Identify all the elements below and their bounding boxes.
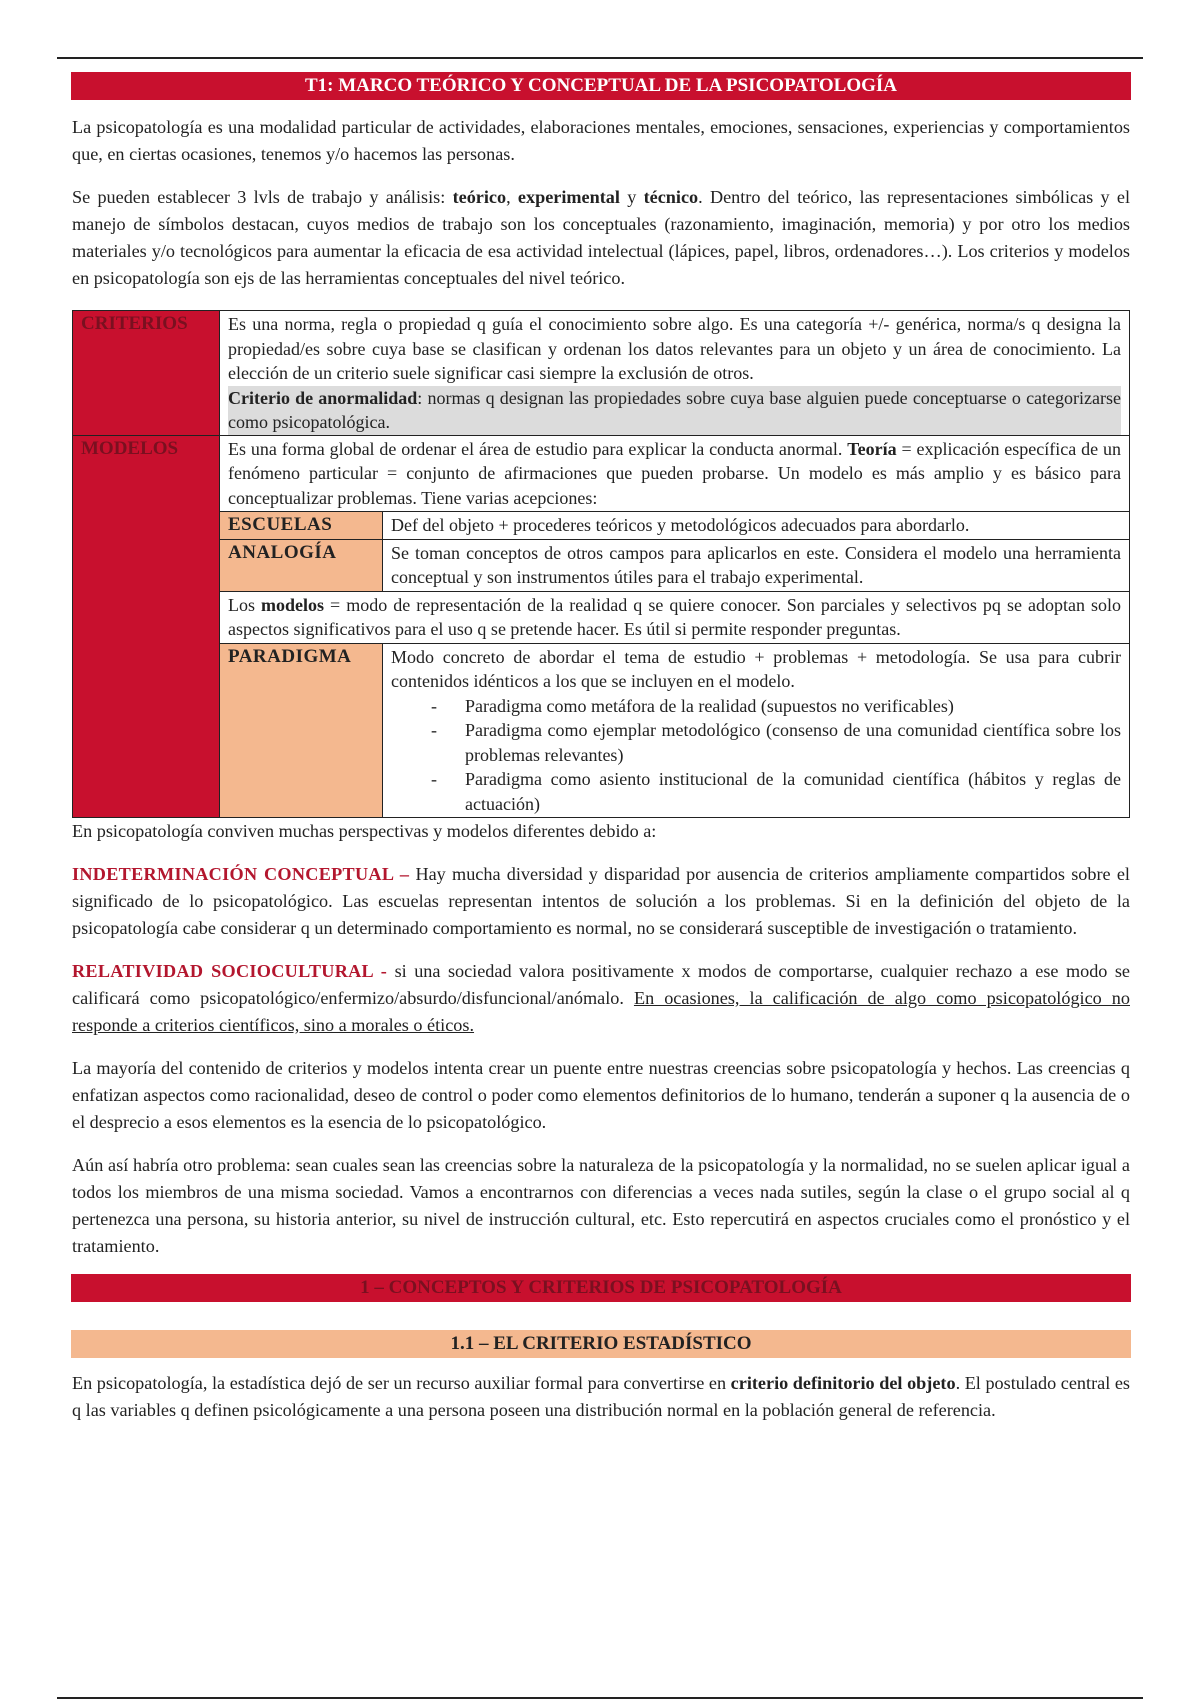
relatividad-underlined: En ocasiones, la calificación de algo como psicopatológico no responde a criterios científicos, sino a morales o éticos.	[72, 988, 1130, 1035]
list-item: - Paradigma como metáfora de la realidad (supuestos no verificables)	[431, 694, 1121, 719]
mayoria-paragraph: La mayoría del contenido de criterios y modelos intenta crear un puente entre nuestras creencias sobre psicopatología y hechos. Las creencias q enfatizan aspectos como racionalidad, deseo de control o poder como elementos definitorios de lo humano, tenderán a suponer q la ausencia de o el desprecio a esos elementos es la esencia de lo psicopatológico.	[72, 1058, 1130, 1132]
top-rule	[57, 57, 1143, 59]
list-item: - Paradigma como ejemplar metodológico (consenso de una comunidad científica sobre los problemas relevantes)	[431, 718, 1121, 767]
bold-tecnico: técnico	[643, 187, 699, 207]
section-1-1-title: 1.1 – EL CRITERIO ESTADÍSTICO	[71, 1330, 1131, 1358]
bottom-rule	[57, 1697, 1143, 1699]
document-page	[72, 72, 1130, 1424]
paradigma-label: PARADIGMA	[220, 643, 383, 818]
escuelas-text: Def del objeto + procederes teóricos y metodológicos adecuados para abordarlo.	[383, 512, 1130, 540]
escuelas-row	[73, 512, 1130, 540]
relatividad-paragraph: RELATIVIDAD SOCIOCULTURAL - si una sociedad valora positivamente x modos de comportarse, cualquier rechazo a ese modo se calificará como psicopatológico/enfermizo/absurdo/disfuncional/anómalo. En ocasiones, la calificación de algo como psicopatológico no responde a criterios científicos, sino a morales o éticos.	[72, 961, 1131, 1035]
after-table-text: En psicopatología conviven muchas perspectivas y modelos diferentes debido a:	[72, 821, 657, 841]
modelos-label: MODELOS	[73, 435, 220, 818]
criterios-row	[73, 311, 1130, 436]
bold-experimental: experimental	[517, 187, 620, 207]
relatividad-title: RELATIVIDAD SOCIOCULTURAL -	[72, 961, 388, 981]
paradigma-cell	[383, 643, 1130, 818]
criterios-label: CRITERIOS	[73, 311, 220, 436]
analogia-text: Se toman conceptos de otros campos para aplicarlos en este. Considera el modelo una herramienta conceptual y son instrumentos útiles para el trabajo experimental.	[383, 539, 1130, 591]
page-title: T1: MARCO TEÓRICO Y CONCEPTUAL DE LA PSICOPATOLOGÍA	[71, 72, 1131, 100]
indeterminacion-paragraph: INDETERMINACIÓN CONCEPTUAL – Hay mucha diversidad y disparidad por ausencia de criterios ampliamente compartidos sobre el significado de lo psicopatológico. Las escuelas representan intentos de solución a los problemas. Si en la definición del objeto de la psicopatología cabe considerar q un determinado comportamiento es normal, no se considerará susceptible de investigación o tratamiento.	[72, 864, 1130, 938]
modelos-definition: Los modelos = modo de representación de la realidad q se quiere conocer. Son parciales y selectivos pq se adoptan solo aspectos significativos para el uso q se pretende hacer. Es útil si permite responder preguntas.	[220, 591, 1130, 643]
analogia-label: ANALOGÍA	[220, 539, 383, 591]
indeterminacion-title: INDETERMINACIÓN CONCEPTUAL –	[72, 864, 410, 884]
criterios-modelos-table	[72, 310, 1130, 818]
modelos-def-row	[73, 591, 1130, 643]
intro-paragraph-2: Se pueden establecer 3 lvls de trabajo y análisis: teórico, experimental y técnico. Dentro del teórico, las representaciones simbólicas y el manejo de símbolos destacan, cuyos medios de trabajo son los conceptuales (razonamiento, imaginación, memoria) y por otro los medios materiales y/o tecnológicos para aumentar la eficacia de esa actividad intelectual (lápices, papel, libros, ordenadores…). Los criterios y modelos en psicopatología son ejs de las herramientas conceptuales del nivel teórico.	[72, 187, 1131, 288]
escuelas-label: ESCUELAS	[220, 512, 383, 540]
criterios-cell	[220, 311, 1130, 436]
paradigma-list	[391, 694, 1121, 817]
aun-asi-paragraph: Aún así habría otro problema: sean cuales sean las creencias sobre la naturaleza de la psicopatología y la normalidad, no se suelen aplicar igual a todos los miembros de una misma sociedad. Vamos a encontrarnos con diferencias a veces nada sutiles, según la clase o el grupo social al q pertenezca una persona, su historia anterior, su nivel de instrucción cultural, etc. Esto repercutirá en aspectos cruciales como el pronóstico y el tratamiento.	[72, 1155, 1130, 1256]
paradigma-text: Modo concreto de abordar el tema de estudio + problemas + metodología. Se usa para cubrir contenidos idénticos a los que se incluyen en el modelo.	[391, 646, 1121, 691]
modelos-intro-row	[73, 435, 1130, 512]
list-item: - Paradigma como asiento institucional de la comunidad científica (hábitos y reglas de actuación)	[431, 767, 1121, 816]
modelos-intro-cell: Es una forma global de ordenar el área de estudio para explicar la conducta anormal. Teoría = explicación específica de un fenómeno particular = conjunto de afirmaciones que pueden probarse. Un modelo es más amplio y es básico para conceptualizar problemas. Tiene varias acepciones:	[220, 435, 1130, 512]
paradigma-row	[73, 643, 1130, 818]
intro-paragraph-1: La psicopatología es una modalidad particular de actividades, elaboraciones mentales, emociones, sensaciones, experiencias y comportamientos que, en ciertas ocasiones, tenemos y/o hacemos las personas.	[72, 117, 1130, 164]
section-1-title: 1 – CONCEPTOS Y CRITERIOS DE PSICOPATOLOGÍA	[71, 1274, 1131, 1302]
analogia-row	[73, 539, 1130, 591]
criterio-anormalidad-highlight: Criterio de anormalidad: normas q designan las propiedades sobre cuya base alguien puede conceptuarse o categorizarse como psicopatológica.	[228, 386, 1121, 435]
bold-teorico: teórico	[452, 187, 507, 207]
estadistico-paragraph: En psicopatología, la estadística dejó de ser un recurso auxiliar formal para convertirse en criterio definitorio del objeto. El postulado central es q las variables q definen psicológicamente a una persona poseen una distribución normal en la población general de referencia.	[72, 1373, 1130, 1420]
criterios-definition: Es una norma, regla o propiedad q guía el conocimiento sobre algo. Es una categoría +/- genérica, norma/s q designa la propiedad/es sobre cuya base se clasifican y ordenan los datos relevantes para un objeto y un área de conocimiento. La elección de un criterio suele significar casi siempre la exclusión de otros.	[228, 314, 1121, 383]
